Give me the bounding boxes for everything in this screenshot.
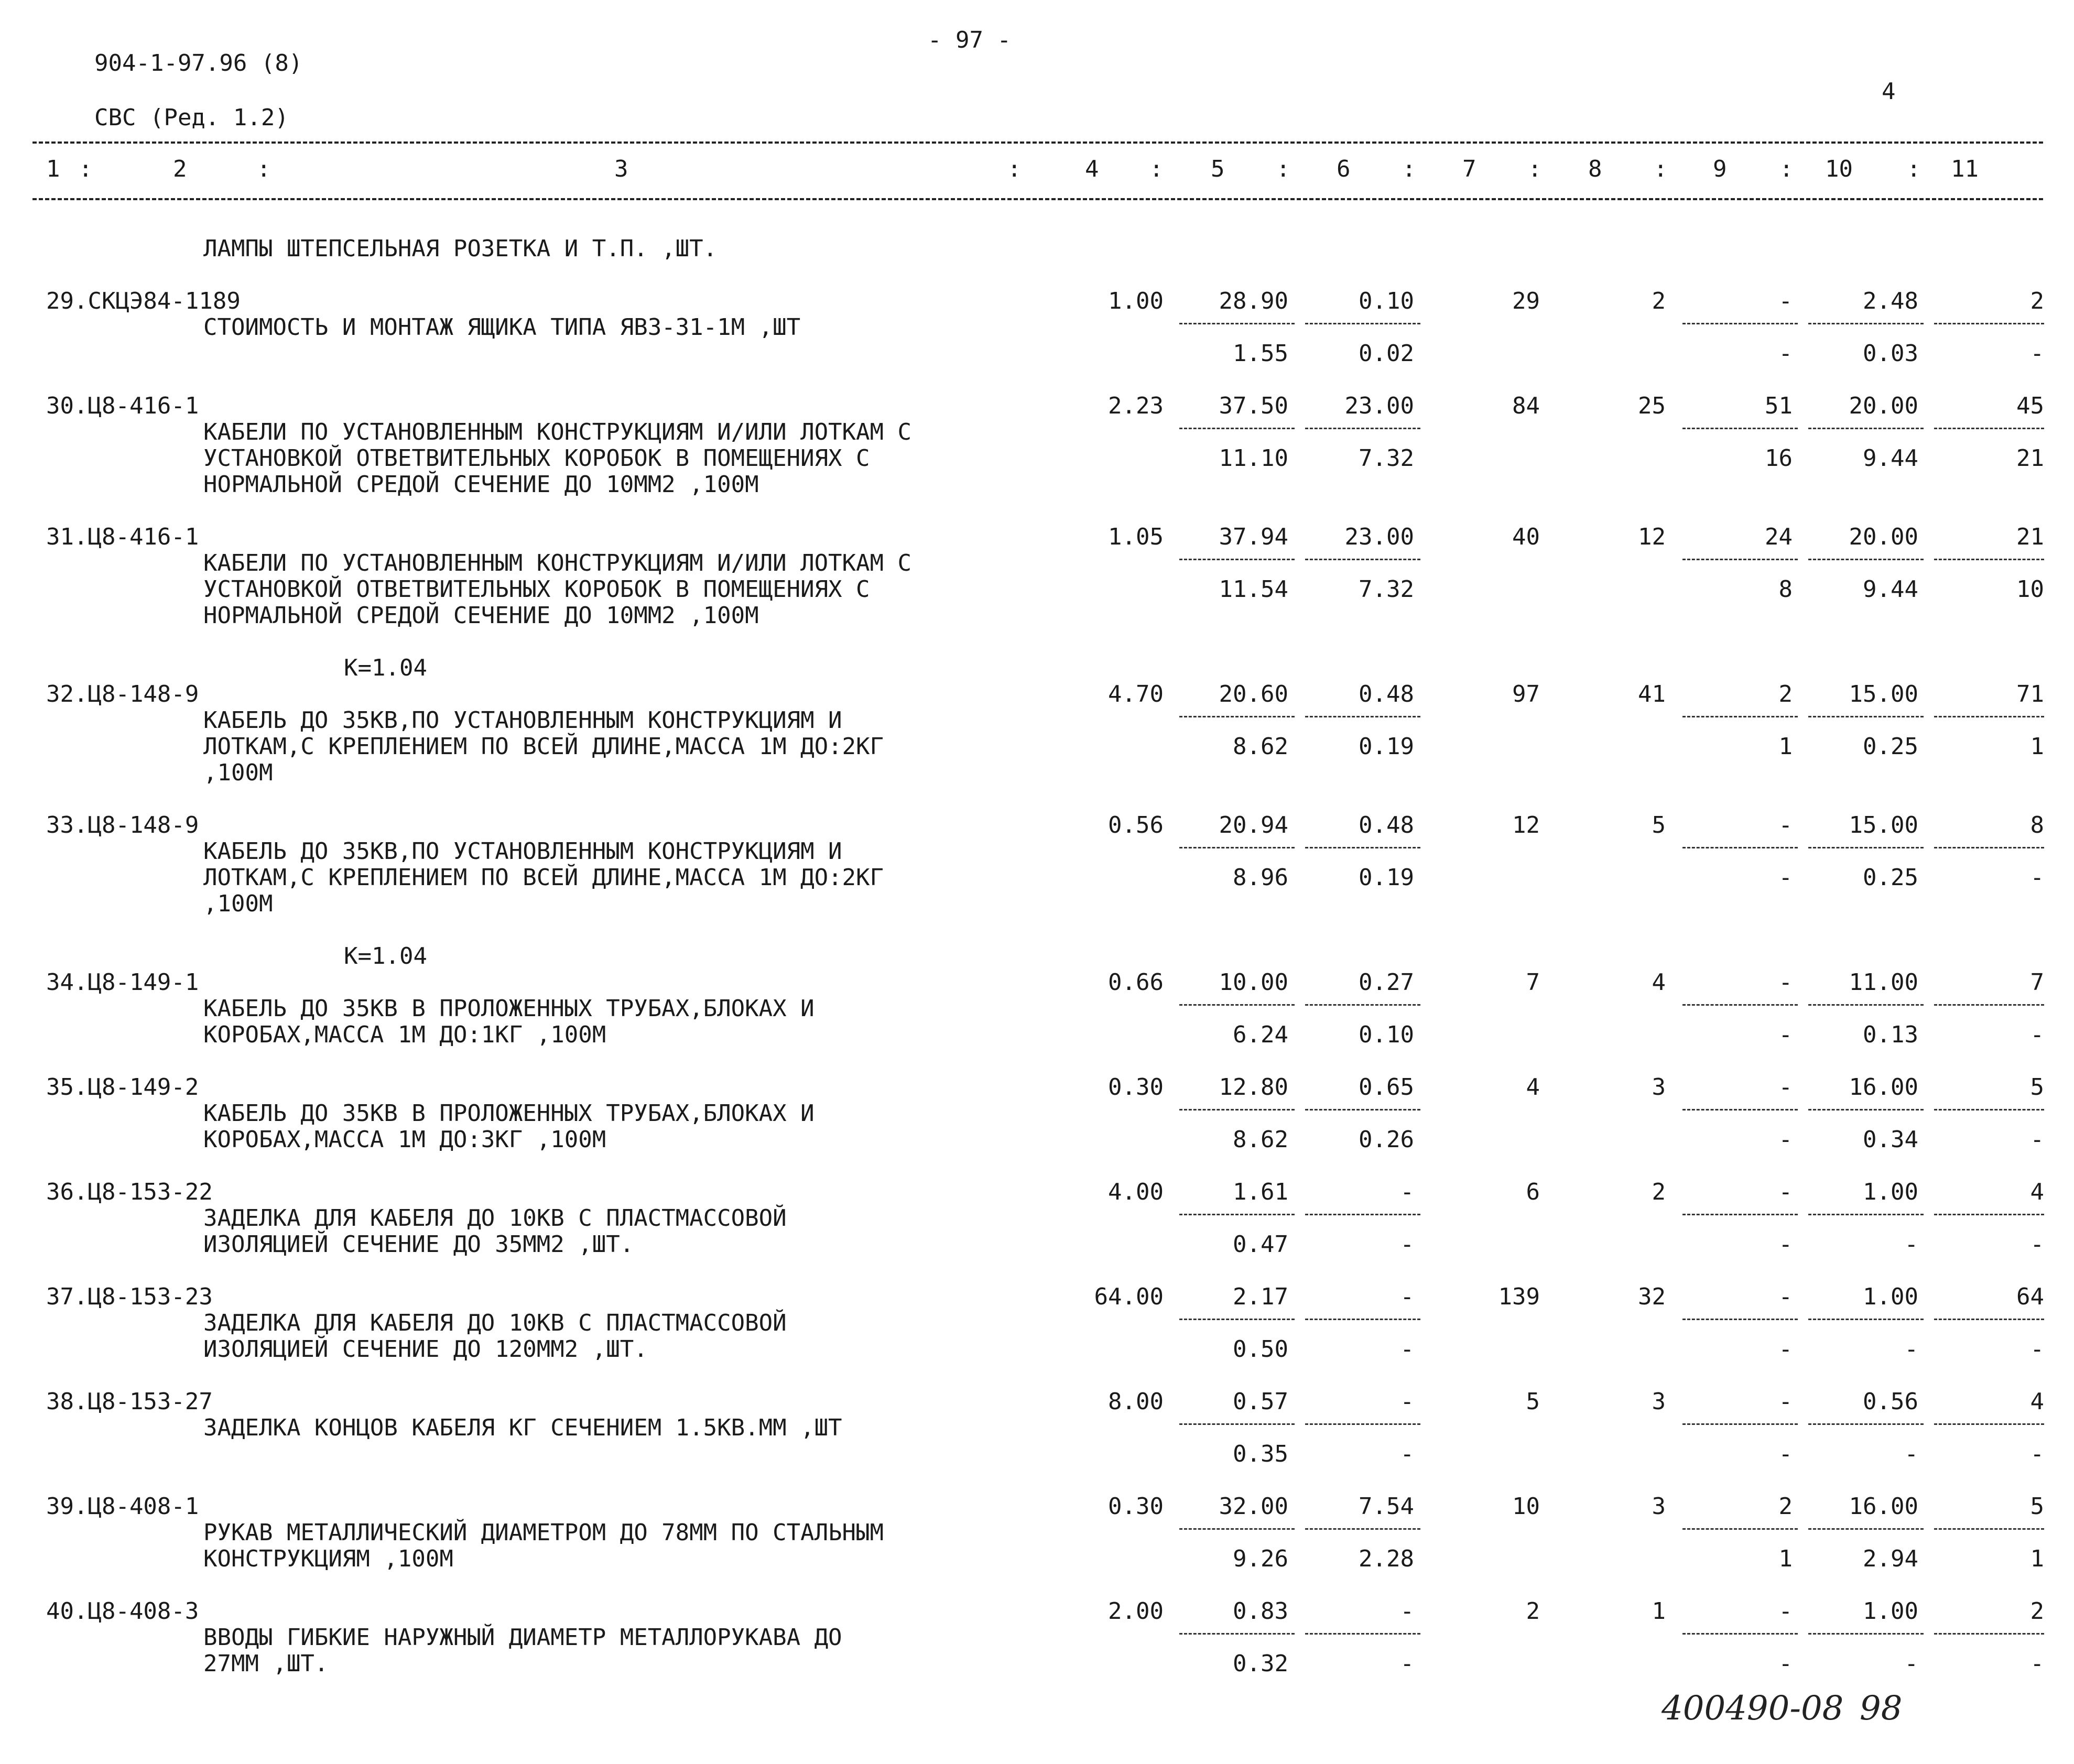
row-code: 30.Ц8-416-1: [46, 393, 199, 419]
header-rule-bottom: [32, 198, 2043, 200]
col-header-9: 9: [1713, 156, 1727, 182]
col5-value: 28.90: [1219, 288, 1288, 314]
col6-value: 0.10: [1359, 288, 1414, 314]
col11-value: 45: [2016, 393, 2044, 419]
col10-value: 1.00: [1863, 1598, 1918, 1625]
col9-divider: [1682, 1004, 1798, 1006]
col11-value: 4: [2030, 1388, 2044, 1415]
col11-value: 5: [2030, 1493, 2044, 1520]
col6-sub-value: 2.28: [1359, 1545, 1414, 1572]
col-header-sep: :: [1528, 156, 1542, 182]
col5-divider: [1179, 847, 1295, 848]
col6-divider: [1305, 559, 1420, 560]
col8-value: 3: [1652, 1074, 1666, 1101]
col11-sub-value: -: [2030, 1441, 2044, 1467]
col10-sub-value: -: [1904, 1336, 1918, 1363]
col11-divider: [1934, 1423, 2044, 1425]
col5-divider: [1179, 1004, 1295, 1006]
quantity-value: 2.23: [1108, 393, 1164, 419]
col6-divider: [1305, 716, 1420, 717]
col5-divider: [1179, 1528, 1295, 1530]
col-header-sep: :: [1276, 156, 1290, 182]
row-description-line: КАБЕЛЬ ДО 35КВ В ПРОЛОЖЕННЫХ ТРУБАХ,БЛОКАХ И: [203, 1100, 815, 1127]
col5-value: 32.00: [1219, 1493, 1288, 1520]
col-header-sep: :: [1402, 156, 1416, 182]
col-header-7: 7: [1462, 156, 1476, 182]
col9-value: 2: [1778, 1493, 1793, 1520]
col8-value: 1: [1652, 1598, 1666, 1625]
col6-sub-value: -: [1400, 1441, 1414, 1467]
col11-divider: [1934, 1633, 2044, 1635]
quantity-value: 4.70: [1108, 681, 1164, 707]
col6-divider: [1305, 1214, 1420, 1215]
col9-sub-value: -: [1778, 1441, 1793, 1467]
col6-sub-value: 0.19: [1359, 864, 1414, 891]
col11-value: 71: [2016, 681, 2044, 707]
row-description-line: КОРОБАХ,МАССА 1М ДО:1КГ ,100М: [203, 1021, 606, 1048]
col9-divider: [1682, 1214, 1798, 1215]
row-description-line: ,100М: [203, 759, 273, 786]
col10-divider: [1808, 1004, 1924, 1006]
row-description-line: ВВОДЫ ГИБКИЕ НАРУЖНЫЙ ДИАМЕТР МЕТАЛЛОРУКАВА ДО: [203, 1624, 842, 1651]
col-header-sep: :: [79, 156, 93, 182]
col6-value: 23.00: [1344, 524, 1414, 550]
sheet-number: 4: [1882, 78, 1896, 105]
row-code: 37.Ц8-153-23: [46, 1283, 213, 1310]
row-description-line: РУКАВ МЕТАЛЛИЧЕСКИЙ ДИАМЕТРОМ ДО 78ММ ПО СТАЛЬНЫМ: [203, 1519, 884, 1546]
coefficient-note: К=1.04: [344, 943, 427, 970]
col8-value: 41: [1638, 681, 1666, 707]
row-code: 31.Ц8-416-1: [46, 524, 199, 550]
col6-value: 0.65: [1359, 1074, 1414, 1101]
col9-value: -: [1778, 1179, 1793, 1205]
col6-divider: [1305, 1004, 1420, 1006]
handwritten-page-number: 98: [1860, 1689, 1903, 1728]
col5-value: 20.94: [1219, 812, 1288, 839]
col11-divider: [1934, 559, 2044, 560]
row-code: 40.Ц8-408-3: [46, 1598, 199, 1625]
col9-sub-value: -: [1778, 1021, 1793, 1048]
col-header-6: 6: [1337, 156, 1351, 182]
col9-value: -: [1778, 812, 1793, 839]
col5-sub-value: 11.54: [1219, 576, 1288, 603]
col11-value: 4: [2030, 1179, 2044, 1205]
col10-sub-value: -: [1904, 1231, 1918, 1258]
col9-value: -: [1778, 1388, 1793, 1415]
col6-divider: [1305, 1423, 1420, 1425]
row-description-line: ИЗОЛЯЦИЕЙ СЕЧЕНИЕ ДО 35ММ2 ,ШТ.: [203, 1231, 634, 1258]
col5-sub-value: 6.24: [1233, 1021, 1288, 1048]
row-code: 29.СКЦЭ84-1189: [46, 288, 241, 314]
col10-sub-value: 2.94: [1863, 1545, 1918, 1572]
col5-divider: [1179, 559, 1295, 560]
col9-divider: [1682, 323, 1798, 324]
col8-value: 3: [1652, 1388, 1666, 1415]
col9-divider: [1682, 1528, 1798, 1530]
col9-sub-value: -: [1778, 340, 1793, 367]
col6-divider: [1305, 1109, 1420, 1110]
col10-value: 20.00: [1849, 393, 1918, 419]
col-header-sep: :: [1149, 156, 1164, 182]
col6-divider: [1305, 428, 1420, 429]
col11-divider: [1934, 1528, 2044, 1530]
quantity-value: 0.30: [1108, 1493, 1164, 1520]
col-header-sep: :: [1779, 156, 1794, 182]
col10-value: 1.00: [1863, 1283, 1918, 1310]
col11-divider: [1934, 323, 2044, 324]
row-code: 34.Ц8-149-1: [46, 969, 199, 996]
row-description-line: КОНСТРУКЦИЯМ ,100М: [203, 1545, 453, 1572]
row-description-line: ЗАДЕЛКА ДЛЯ КАБЕЛЯ ДО 10КВ С ПЛАСТМАССОВОЙ: [203, 1205, 787, 1232]
col5-value: 37.50: [1219, 393, 1288, 419]
col10-divider: [1808, 847, 1924, 848]
col9-value: -: [1778, 1283, 1793, 1310]
col5-value: 20.60: [1219, 681, 1288, 707]
col6-value: -: [1400, 1388, 1414, 1415]
col9-sub-value: -: [1778, 864, 1793, 891]
col10-sub-value: 9.44: [1863, 576, 1918, 603]
coefficient-note: К=1.04: [344, 655, 427, 681]
col6-value: 0.27: [1359, 969, 1414, 996]
row-description-line: НОРМАЛЬНОЙ СРЕДОЙ СЕЧЕНИЕ ДО 10ММ2 ,100М: [203, 471, 759, 498]
col9-sub-value: 1: [1778, 1545, 1793, 1572]
row-description-line: УСТАНОВКОЙ ОТВЕТВИТЕЛЬНЫХ КОРОБОК В ПОМЕЩЕНИЯХ С: [203, 576, 870, 603]
col10-sub-value: 0.25: [1863, 733, 1918, 760]
col8-value: 5: [1652, 812, 1666, 839]
col5-value: 37.94: [1219, 524, 1288, 550]
col9-sub-value: -: [1778, 1126, 1793, 1153]
col5-divider: [1179, 1214, 1295, 1215]
col6-value: 0.48: [1359, 681, 1414, 707]
col5-sub-value: 0.35: [1233, 1441, 1288, 1467]
col7-value: 97: [1512, 681, 1540, 707]
col10-value: 0.56: [1863, 1388, 1918, 1415]
row-description-line: 27ММ ,ШТ.: [203, 1650, 329, 1677]
row-description-line: ИЗОЛЯЦИЕЙ СЕЧЕНИЕ ДО 120ММ2 ,ШТ.: [203, 1336, 648, 1363]
col11-sub-value: -: [2030, 1336, 2044, 1363]
col6-divider: [1305, 847, 1420, 848]
col7-value: 40: [1512, 524, 1540, 550]
col10-value: 2.48: [1863, 288, 1918, 314]
row-description-line: КАБЕЛИ ПО УСТАНОВЛЕННЫМ КОНСТРУКЦИЯМ И/ИЛИ ЛОТКАМ С: [203, 419, 912, 445]
row-code: 32.Ц8-148-9: [46, 681, 199, 707]
col5-divider: [1179, 1109, 1295, 1110]
doc-code: 904-1-97.96 (8): [94, 50, 303, 77]
col10-divider: [1808, 716, 1924, 717]
row-description-line: УСТАНОВКОЙ ОТВЕТВИТЕЛЬНЫХ КОРОБОК В ПОМЕЩЕНИЯХ С: [203, 445, 870, 472]
col6-sub-value: -: [1400, 1336, 1414, 1363]
col-header-10: 10: [1825, 156, 1853, 182]
col6-value: -: [1400, 1283, 1414, 1310]
col-header-sep: :: [1907, 156, 1921, 182]
quantity-value: 1.05: [1108, 524, 1164, 550]
row-description-line: НОРМАЛЬНОЙ СРЕДОЙ СЕЧЕНИЕ ДО 10ММ2 ,100М: [203, 602, 759, 629]
col8-value: 25: [1638, 393, 1666, 419]
carryover-text: ЛАМПЫ ШТЕПСЕЛЬНАЯ РОЗЕТКА И Т.П. ,ШТ.: [203, 235, 718, 262]
col6-sub-value: 0.19: [1359, 733, 1414, 760]
col11-divider: [1934, 1004, 2044, 1006]
col5-divider: [1179, 323, 1295, 324]
quantity-value: 1.00: [1108, 288, 1164, 314]
row-description-line: КОРОБАХ,МАССА 1М ДО:3КГ ,100М: [203, 1126, 606, 1153]
col5-value: 1.61: [1233, 1179, 1288, 1205]
row-description-line: КАБЕЛЬ ДО 35КВ,ПО УСТАНОВЛЕННЫМ КОНСТРУКЦИЯМ И: [203, 707, 842, 734]
col9-value: -: [1778, 1074, 1793, 1101]
col7-value: 7: [1526, 969, 1540, 996]
col5-sub-value: 0.32: [1233, 1650, 1288, 1677]
col6-divider: [1305, 323, 1420, 324]
col9-divider: [1682, 1109, 1798, 1110]
row-code: 36.Ц8-153-22: [46, 1179, 213, 1205]
col8-value: 2: [1652, 1179, 1666, 1205]
col9-divider: [1682, 847, 1798, 848]
col9-divider: [1682, 428, 1798, 429]
col9-divider: [1682, 716, 1798, 717]
col-header-2: 2: [173, 156, 187, 182]
col11-sub-value: -: [2030, 340, 2044, 367]
col5-value: 2.17: [1233, 1283, 1288, 1310]
col10-divider: [1808, 1109, 1924, 1110]
col6-divider: [1305, 1633, 1420, 1635]
col10-value: 16.00: [1849, 1074, 1918, 1101]
col8-value: 4: [1652, 969, 1666, 996]
col11-divider: [1934, 847, 2044, 848]
col10-sub-value: 0.25: [1863, 864, 1918, 891]
row-code: 33.Ц8-148-9: [46, 812, 199, 839]
col11-divider: [1934, 1109, 2044, 1110]
row-description-line: КАБЕЛИ ПО УСТАНОВЛЕННЫМ КОНСТРУКЦИЯМ И/ИЛИ ЛОТКАМ С: [203, 550, 912, 576]
col5-sub-value: 11.10: [1219, 445, 1288, 472]
quantity-value: 0.66: [1108, 969, 1164, 996]
col9-divider: [1682, 1423, 1798, 1425]
col9-sub-value: -: [1778, 1231, 1793, 1258]
row-description-line: ЗАДЕЛКА КОНЦОВ КАБЕЛЯ КГ СЕЧЕНИЕМ 1.5КВ.ММ ,ШТ: [203, 1414, 842, 1441]
col10-divider: [1808, 428, 1924, 429]
col7-value: 84: [1512, 393, 1540, 419]
col11-divider: [1934, 716, 2044, 717]
col7-value: 6: [1526, 1179, 1540, 1205]
col10-sub-value: 0.03: [1863, 340, 1918, 367]
col11-divider: [1934, 1214, 2044, 1215]
col6-value: 23.00: [1344, 393, 1414, 419]
col10-value: 16.00: [1849, 1493, 1918, 1520]
col5-sub-value: 9.26: [1233, 1545, 1288, 1572]
col6-sub-value: 0.02: [1359, 340, 1414, 367]
col5-divider: [1179, 1319, 1295, 1320]
col9-divider: [1682, 1319, 1798, 1320]
col6-sub-value: -: [1400, 1650, 1414, 1677]
row-code: 35.Ц8-149-2: [46, 1074, 199, 1101]
quantity-value: 2.00: [1108, 1598, 1164, 1625]
col11-divider: [1934, 1319, 2044, 1320]
col9-divider: [1682, 1633, 1798, 1635]
col10-sub-value: 9.44: [1863, 445, 1918, 472]
col9-value: -: [1778, 1598, 1793, 1625]
col11-divider: [1934, 428, 2044, 429]
col7-value: 12: [1512, 812, 1540, 839]
col5-divider: [1179, 1633, 1295, 1635]
col5-divider: [1179, 428, 1295, 429]
quantity-value: 64.00: [1094, 1283, 1164, 1310]
col5-sub-value: 0.47: [1233, 1231, 1288, 1258]
col-header-5: 5: [1211, 156, 1225, 182]
col9-value: 2: [1778, 681, 1793, 707]
col10-sub-value: -: [1904, 1441, 1918, 1467]
col10-value: 15.00: [1849, 812, 1918, 839]
col11-sub-value: 21: [2016, 445, 2044, 472]
col5-value: 0.83: [1233, 1598, 1288, 1625]
col10-value: 15.00: [1849, 681, 1918, 707]
col10-sub-value: -: [1904, 1650, 1918, 1677]
row-description-line: КАБЕЛЬ ДО 35КВ,ПО УСТАНОВЛЕННЫМ КОНСТРУКЦИЯМ И: [203, 838, 842, 865]
col9-value: 24: [1765, 524, 1793, 550]
col9-divider: [1682, 559, 1798, 560]
col6-divider: [1305, 1319, 1420, 1320]
handwritten-stamp: 400490-08: [1662, 1689, 1844, 1728]
edition-label: СВС (Ред. 1.2): [94, 104, 289, 131]
col7-value: 10: [1512, 1493, 1540, 1520]
row-description-line: КАБЕЛЬ ДО 35КВ В ПРОЛОЖЕННЫХ ТРУБАХ,БЛОКАХ И: [203, 995, 815, 1022]
col8-value: 32: [1638, 1283, 1666, 1310]
col9-value: -: [1778, 969, 1793, 996]
col9-value: 51: [1765, 393, 1793, 419]
col7-value: 29: [1512, 288, 1540, 314]
col11-value: 8: [2030, 812, 2044, 839]
col-header-sep: :: [257, 156, 271, 182]
col10-value: 1.00: [1863, 1179, 1918, 1205]
col11-value: 64: [2016, 1283, 2044, 1310]
quantity-value: 0.56: [1108, 812, 1164, 839]
col9-sub-value: -: [1778, 1336, 1793, 1363]
col10-divider: [1808, 1214, 1924, 1215]
row-description-line: ЛОТКАМ,С КРЕПЛЕНИЕМ ПО ВСЕЙ ДЛИНЕ,МАССА 1М ДО:2КГ: [203, 733, 884, 760]
page-marker: - 97 -: [928, 27, 1011, 53]
col5-sub-value: 8.62: [1233, 733, 1288, 760]
col9-sub-value: 1: [1778, 733, 1793, 760]
col11-sub-value: 10: [2016, 576, 2044, 603]
row-code: 38.Ц8-153-27: [46, 1388, 213, 1415]
col10-divider: [1808, 1528, 1924, 1530]
col-header-sep: :: [1007, 156, 1022, 182]
col9-sub-value: -: [1778, 1650, 1793, 1677]
col5-divider: [1179, 1423, 1295, 1425]
col5-value: 0.57: [1233, 1388, 1288, 1415]
col6-sub-value: 0.10: [1359, 1021, 1414, 1048]
col10-sub-value: 0.34: [1863, 1126, 1918, 1153]
col11-value: 5: [2030, 1074, 2044, 1101]
col7-value: 4: [1526, 1074, 1540, 1101]
col11-sub-value: 1: [2030, 733, 2044, 760]
col6-value: -: [1400, 1598, 1414, 1625]
col7-value: 5: [1526, 1388, 1540, 1415]
col11-sub-value: -: [2030, 864, 2044, 891]
col6-value: 7.54: [1359, 1493, 1414, 1520]
col6-divider: [1305, 1528, 1420, 1530]
col6-sub-value: -: [1400, 1231, 1414, 1258]
col5-value: 10.00: [1219, 969, 1288, 996]
col-header-1: 1: [46, 156, 60, 182]
quantity-value: 4.00: [1108, 1179, 1164, 1205]
col10-sub-value: 0.13: [1863, 1021, 1918, 1048]
col8-value: 3: [1652, 1493, 1666, 1520]
col11-sub-value: -: [2030, 1650, 2044, 1677]
col8-value: 2: [1652, 288, 1666, 314]
col10-divider: [1808, 559, 1924, 560]
col9-sub-value: 8: [1778, 576, 1793, 603]
col7-value: 2: [1526, 1598, 1540, 1625]
col6-value: 0.48: [1359, 812, 1414, 839]
col7-value: 139: [1498, 1283, 1540, 1310]
col11-value: 2: [2030, 1598, 2044, 1625]
col9-sub-value: 16: [1765, 445, 1793, 472]
row-description-line: ЛОТКАМ,С КРЕПЛЕНИЕМ ПО ВСЕЙ ДЛИНЕ,МАССА 1М ДО:2КГ: [203, 864, 884, 891]
col10-divider: [1808, 1423, 1924, 1425]
quantity-value: 0.30: [1108, 1074, 1164, 1101]
col5-divider: [1179, 716, 1295, 717]
col11-sub-value: -: [2030, 1126, 2044, 1153]
col11-sub-value: -: [2030, 1021, 2044, 1048]
row-description-line: СТОИМОСТЬ И МОНТАЖ ЯЩИКА ТИПА ЯВЗ-31-1М ,ШТ: [203, 314, 801, 341]
col10-value: 11.00: [1849, 969, 1918, 996]
col5-sub-value: 8.96: [1233, 864, 1288, 891]
col11-sub-value: -: [2030, 1231, 2044, 1258]
quantity-value: 8.00: [1108, 1388, 1164, 1415]
col5-sub-value: 0.50: [1233, 1336, 1288, 1363]
row-code: 39.Ц8-408-1: [46, 1493, 199, 1520]
header-rule-top: [32, 141, 2043, 144]
col10-divider: [1808, 1319, 1924, 1320]
col5-sub-value: 1.55: [1233, 340, 1288, 367]
row-description-line: ,100М: [203, 890, 273, 917]
col-header-11: 11: [1951, 156, 1979, 182]
col-header-3: 3: [614, 156, 628, 182]
col-header-4: 4: [1085, 156, 1099, 182]
col10-divider: [1808, 1633, 1924, 1635]
col10-divider: [1808, 323, 1924, 324]
col11-value: 7: [2030, 969, 2044, 996]
col5-sub-value: 8.62: [1233, 1126, 1288, 1153]
col11-value: 2: [2030, 288, 2044, 314]
col-header-sep: :: [1654, 156, 1668, 182]
col-header-8: 8: [1588, 156, 1602, 182]
col10-value: 20.00: [1849, 524, 1918, 550]
col11-sub-value: 1: [2030, 1545, 2044, 1572]
col6-value: -: [1400, 1179, 1414, 1205]
col5-value: 12.80: [1219, 1074, 1288, 1101]
col11-value: 21: [2016, 524, 2044, 550]
col6-sub-value: 7.32: [1359, 445, 1414, 472]
col8-value: 12: [1638, 524, 1666, 550]
col6-sub-value: 0.26: [1359, 1126, 1414, 1153]
col9-value: -: [1778, 288, 1793, 314]
col6-sub-value: 7.32: [1359, 576, 1414, 603]
row-description-line: ЗАДЕЛКА ДЛЯ КАБЕЛЯ ДО 10КВ С ПЛАСТМАССОВОЙ: [203, 1310, 787, 1336]
